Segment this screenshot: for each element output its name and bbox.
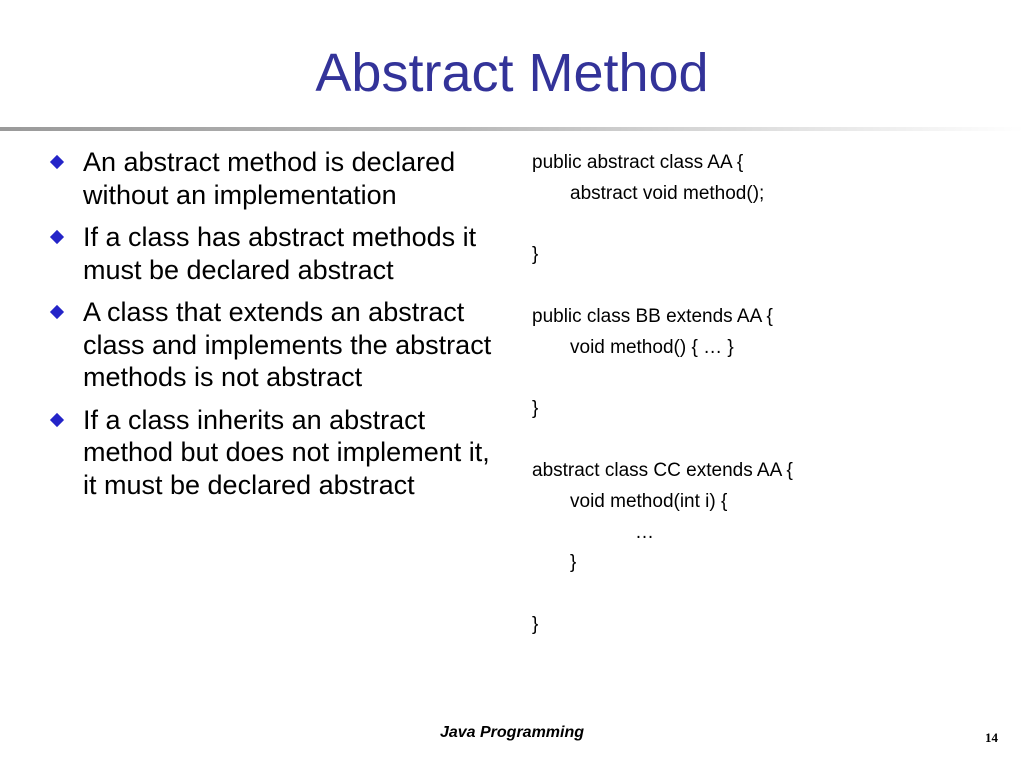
code-line: abstract class CC extends AA { xyxy=(532,459,793,481)
code-line: void method(int i) { xyxy=(570,490,728,512)
page-number: 14 xyxy=(985,730,998,745)
bullet-list xyxy=(46,146,506,511)
code-line: public abstract class AA { xyxy=(532,152,744,173)
code-line: abstract void method(); xyxy=(570,182,765,204)
code-line xyxy=(532,579,992,610)
bullet-text: An abstract method is declared without an implementation xyxy=(83,147,456,210)
code-line: public class BB extends AA { xyxy=(532,305,773,327)
code-line xyxy=(532,271,992,302)
code-line: void method() { … } xyxy=(570,336,734,358)
bullet-item xyxy=(46,404,506,502)
bullet-item xyxy=(46,146,506,211)
code-line: … xyxy=(635,521,654,543)
code-line: } xyxy=(532,398,539,420)
code-line: } xyxy=(532,244,539,266)
bullet-text: A class that extends an abstract class and implements the abstract methods is not abstract xyxy=(83,297,492,392)
code-line xyxy=(532,210,992,241)
slide-title: Abstract Method xyxy=(315,43,709,103)
diamond-icon xyxy=(50,412,64,426)
bullet-item xyxy=(46,221,506,286)
diamond-icon xyxy=(50,305,64,319)
code-line xyxy=(532,425,992,456)
code-sample xyxy=(532,148,992,641)
bullet-text: If a class inherits an abstract method but does not implement it, it must be declared abstract xyxy=(83,404,490,500)
title-divider xyxy=(0,127,1024,131)
code-line: } xyxy=(570,552,577,574)
bullet-item xyxy=(46,296,506,394)
diamond-icon xyxy=(50,230,64,244)
code-line xyxy=(532,364,992,395)
bullet-text: If a class has abstract methods it must be declared abstract xyxy=(83,222,477,285)
footer-title: Java Programming xyxy=(439,724,585,741)
code-line: } xyxy=(532,613,539,635)
diamond-icon xyxy=(50,155,64,169)
